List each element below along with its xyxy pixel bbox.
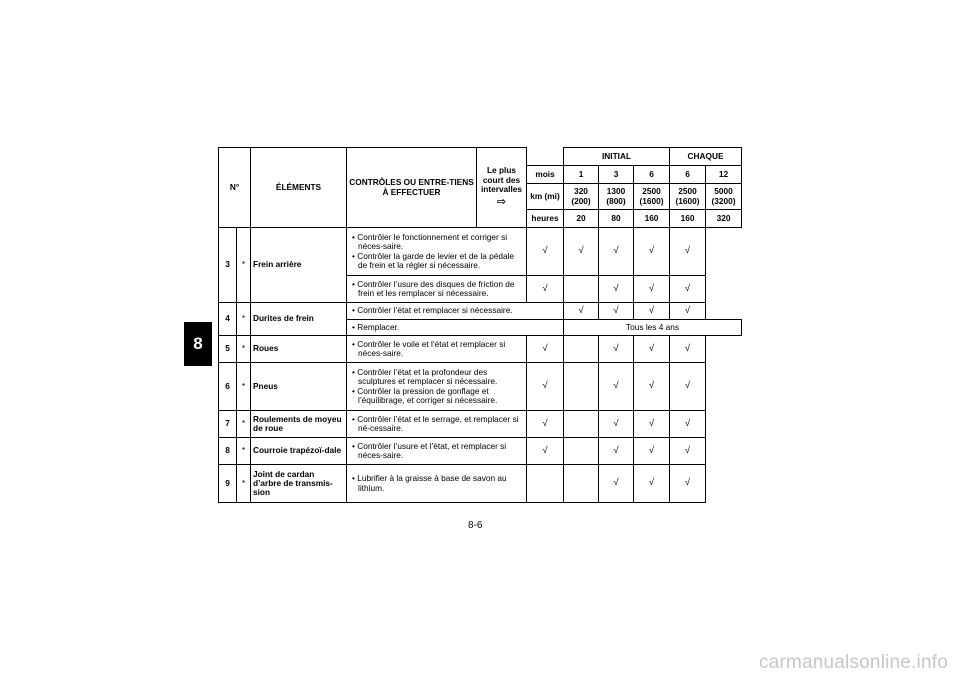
- maintenance-table: [218, 147, 742, 503]
- check-mark: √: [527, 228, 564, 276]
- row-task: [347, 276, 527, 303]
- table-row: [219, 363, 742, 411]
- header-hours-3: 160: [670, 210, 706, 228]
- check-mark: √: [599, 411, 634, 438]
- row-star: *: [237, 228, 251, 303]
- row-number: 7: [219, 411, 237, 438]
- table-row: [219, 336, 742, 363]
- check-mark: √: [599, 336, 634, 363]
- empty-cell: [564, 363, 599, 411]
- row-number: 8: [219, 438, 237, 465]
- row-star: *: [237, 336, 251, 363]
- check-mark: √: [634, 438, 670, 465]
- row-task: [347, 303, 564, 320]
- check-mark: √: [599, 228, 634, 276]
- check-mark: √: [634, 336, 670, 363]
- task-line: • Contrôler le voile et l’état et remplacer si néces-saire.: [352, 338, 506, 358]
- header-months-3: 6: [670, 166, 706, 184]
- check-mark: √: [670, 303, 706, 320]
- check-mark: √: [599, 438, 634, 465]
- check-mark: √: [564, 303, 599, 320]
- check-mark: √: [564, 228, 599, 276]
- row-number: 5: [219, 336, 237, 363]
- empty-cell: [564, 465, 599, 503]
- row-task: [347, 228, 527, 276]
- row-task: [347, 336, 527, 363]
- check-mark: √: [527, 276, 564, 303]
- header-km-1: 1300 (800): [599, 184, 634, 210]
- check-mark: √: [599, 465, 634, 503]
- row-task: [347, 320, 564, 336]
- empty-cell: [564, 411, 599, 438]
- header-km-0: 320 (200): [564, 184, 599, 210]
- row-star: *: [237, 465, 251, 503]
- check-mark: √: [634, 228, 670, 276]
- task-line: • Contrôler le fonctionnement et corriger si néces-saire.: [352, 231, 508, 252]
- header-months-2: 6: [634, 166, 670, 184]
- table-row: [219, 411, 742, 438]
- header-months-0: 1: [564, 166, 599, 184]
- row-number: 3: [219, 228, 237, 303]
- table-row: [219, 303, 742, 320]
- row-element: Courroie trapézoï-dale: [251, 438, 347, 465]
- table-row: [219, 465, 742, 503]
- header-months-label: mois: [527, 166, 564, 184]
- header-earliest: [477, 148, 527, 228]
- header-earliest-label: Le plus court des intervalles: [480, 165, 523, 194]
- row-task: [347, 438, 527, 465]
- header-elements: ÉLÉMENTS: [251, 148, 347, 228]
- check-mark: √: [599, 363, 634, 411]
- row-number: 9: [219, 465, 237, 503]
- task-line: • Lubrifier à la graisse à base de savon au lithium.: [352, 473, 507, 493]
- header-hours-4: 320: [706, 210, 742, 228]
- row-element: Joint de cardan d’arbre de transmis-sion: [251, 465, 347, 503]
- task-line: • Remplacer.: [352, 321, 400, 332]
- check-mark: √: [670, 276, 706, 303]
- check-mark: √: [670, 438, 706, 465]
- row-element: Roues: [251, 336, 347, 363]
- row-element: Roulements de moyeu de roue: [251, 411, 347, 438]
- check-mark: √: [670, 336, 706, 363]
- task-line: • Contrôler l’usure et l’état, et remplacer si néces-saire.: [352, 440, 507, 460]
- table-row: [219, 228, 742, 276]
- empty-cell: [564, 276, 599, 303]
- header-hours-1: 80: [599, 210, 634, 228]
- header-corner: [527, 148, 564, 166]
- row-star: *: [237, 363, 251, 411]
- watermark-text: carmanualsonline.info: [758, 652, 948, 673]
- header-controls: CONTRÔLES OU ENTRE-TIENS À EFFECTUER: [347, 148, 477, 228]
- check-mark: √: [670, 363, 706, 411]
- check-mark: √: [670, 228, 706, 276]
- header-initial: INITIAL: [564, 148, 670, 166]
- arrow-right-icon: ⇨: [496, 196, 507, 209]
- row-number: 6: [219, 363, 237, 411]
- row-element: Pneus: [251, 363, 347, 411]
- check-mark: √: [634, 276, 670, 303]
- header-km-3: 2500 (1600): [670, 184, 706, 210]
- task-line: • Contrôler la pression de gonflage et l’équilibrage, et corriger si nécessaire.: [352, 385, 498, 405]
- header-hours-2: 160: [634, 210, 670, 228]
- row-star: *: [237, 303, 251, 336]
- row-task: [347, 411, 527, 438]
- check-mark: √: [634, 465, 670, 503]
- row-element: Frein arrière: [251, 228, 347, 303]
- header-km-4: 5000 (3200): [706, 184, 742, 210]
- check-mark: √: [599, 303, 634, 320]
- header-months-4: 12: [706, 166, 742, 184]
- row-star: *: [237, 411, 251, 438]
- check-mark: √: [634, 363, 670, 411]
- interval-span-text: Tous les 4 ans: [564, 320, 742, 336]
- check-mark: √: [599, 276, 634, 303]
- task-line: • Contrôler l’état et le serrage, et remplacer si né-cessaire.: [352, 413, 519, 433]
- check-mark: √: [527, 363, 564, 411]
- header-every: CHAQUE: [670, 148, 742, 166]
- empty-cell: [564, 438, 599, 465]
- row-number: 4: [219, 303, 237, 336]
- task-line: • Contrôler l’usure des disques de friction de frein et les remplacer si nécessaire.: [352, 278, 515, 298]
- row-star: *: [237, 438, 251, 465]
- header-hours-0: 20: [564, 210, 599, 228]
- empty-cell: [564, 336, 599, 363]
- header-km-label: km (mi): [527, 184, 564, 210]
- check-mark: √: [634, 411, 670, 438]
- row-element: Durites de frein: [251, 303, 347, 336]
- check-mark: √: [670, 411, 706, 438]
- chapter-tab: 8: [184, 322, 212, 366]
- check-mark: √: [670, 465, 706, 503]
- check-mark: √: [527, 411, 564, 438]
- page-number: 8-6: [468, 520, 483, 531]
- empty-cell: [527, 465, 564, 503]
- check-mark: √: [527, 438, 564, 465]
- header-hours-label: heures: [527, 210, 564, 228]
- row-task: [347, 465, 527, 503]
- task-line: • Contrôler l’état et la profondeur des sculptures et remplacer si nécessaire.: [352, 366, 498, 387]
- header-months-1: 3: [599, 166, 634, 184]
- table-row: [219, 438, 742, 465]
- check-mark: √: [634, 303, 670, 320]
- task-line: • Contrôler l’état et remplacer si nécessaire.: [352, 305, 513, 316]
- task-line: • Contrôler la garde de levier et de la pédale de frein et la régler si nécessaire.: [352, 250, 515, 270]
- check-mark: √: [527, 336, 564, 363]
- header-no: N°: [219, 148, 251, 228]
- header-km-2: 2500 (1600): [634, 184, 670, 210]
- row-task: [347, 363, 527, 411]
